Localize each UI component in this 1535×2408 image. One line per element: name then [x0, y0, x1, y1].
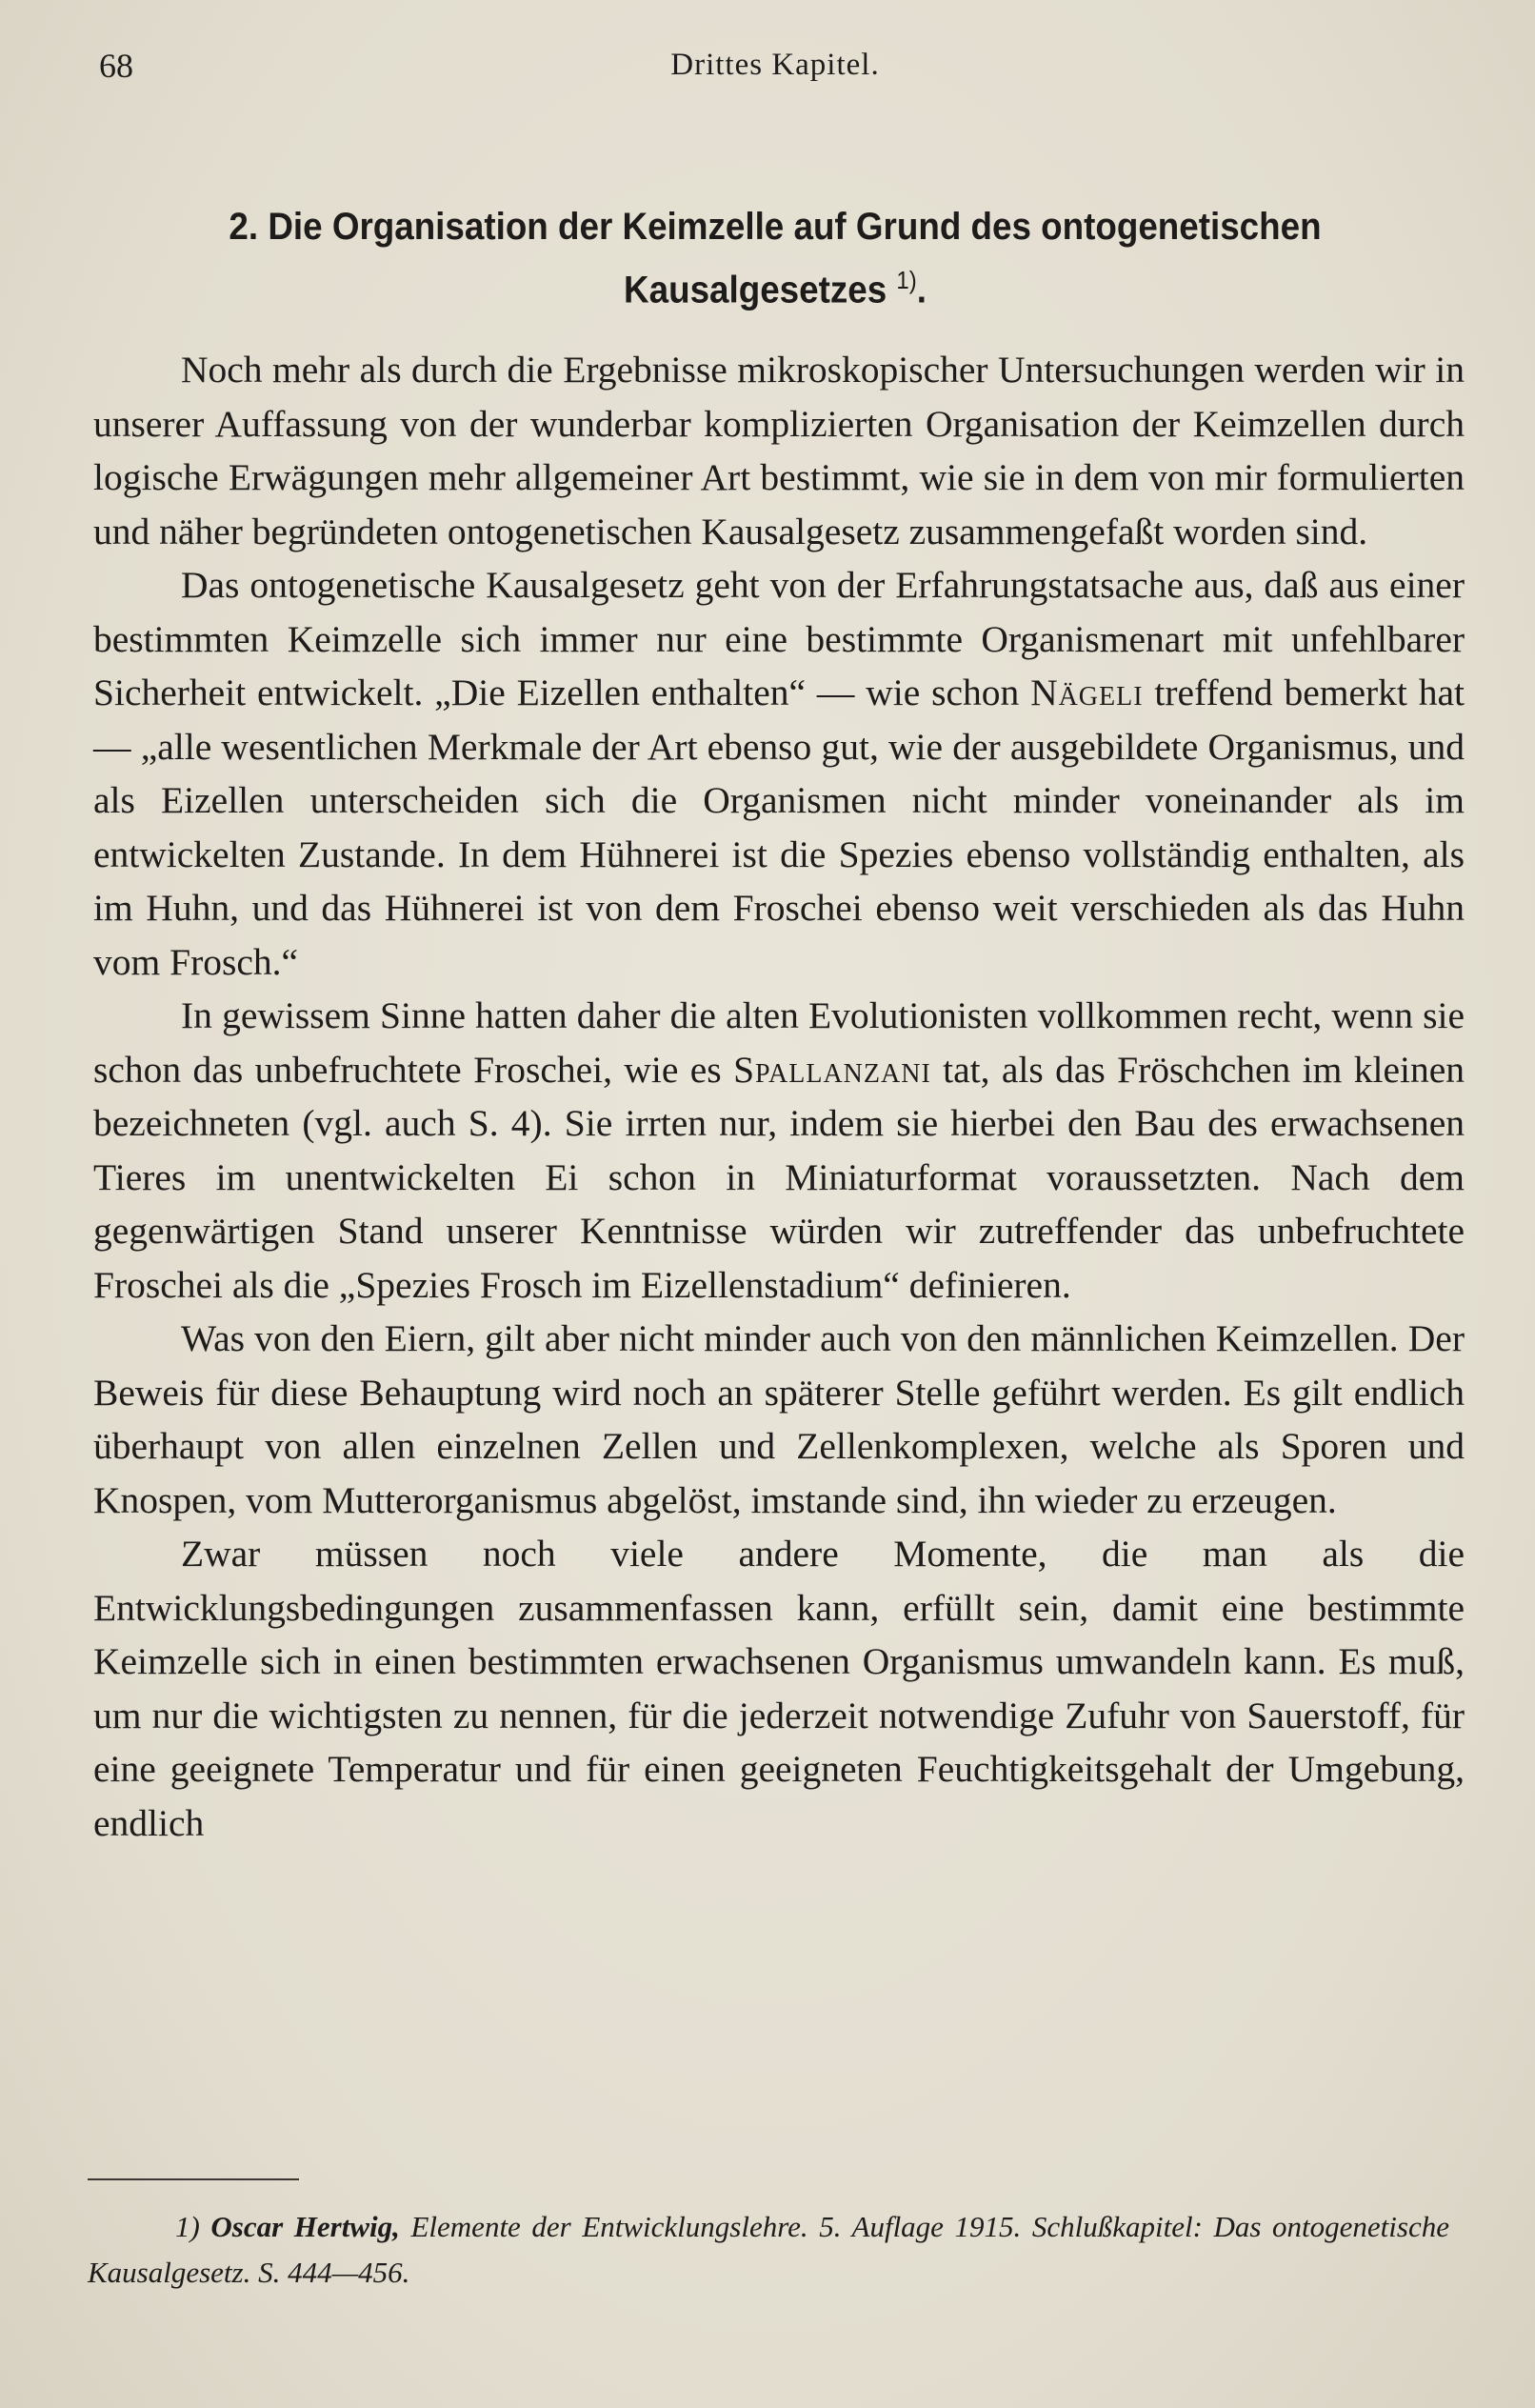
section-title-text: 2. Die Organisation der Keimzelle auf Grund des ontogenetischen Kausalgesetzes — [229, 206, 1322, 311]
body-text — [93, 343, 1465, 1850]
section-heading — [153, 200, 1397, 316]
running-header — [99, 46, 1451, 93]
author-name-spallanzani: Spallanzani — [733, 1048, 931, 1091]
paragraph-5: Zwar müssen noch viele andere Momente, die man als die Entwicklungsbedingungen zusammenfassen kann, erfüllt sein, damit eine bestimmte Keimzelle sich in einen bestimmten erwachsenen Organismus umwandeln kann. Es muß, um nur die wichtigsten zu nennen, für die jederzeit notwendige Zufuhr von Sauerstoff, für eine geeignete Temperatur und für einen geeigneten Feuchtigkeitsgehalt der Umgebung, endlich — [93, 1533, 1465, 1844]
author-name-naegeli: Nägeli — [1030, 672, 1144, 713]
paragraph-2-part-b: treffend bemerkt hat — „alle wesentlichen Merkmale der Art ebenso gut, wie der ausgebildete Organismus, und als Eizellen unterscheiden sich die Organismen nicht minder voneinander als im entwickelten Zustande. In dem Hühnerei ist die Spezies ebenso vollständig enthalten, als im Huhn, und das Hühnerei ist von dem Froschei ebenso weit verschieden als das Huhn vom Frosch.“ — [93, 672, 1465, 983]
chapter-title: Drittes Kapitel. — [670, 48, 880, 82]
footnote-author: Oscar Hertwig, — [210, 2210, 400, 2243]
paragraph-3-part-b: tat, als das Fröschchen im kleinen bezeichneten (vgl. auch S. 4). Sie irrten nur, indem sie hierbei den Bau des erwachsenen Tieres im unentwickelten Ei schon in Miniaturformat voraussetzten. Nach dem gegenwärtigen Stand unserer Kenntnisse würden wir zutreffender das unbefruchtete Froschei als die „Spezies Frosch im Eizellenstadium“ definieren. — [93, 1048, 1465, 1306]
footnote — [88, 2204, 1449, 2296]
section-title-period: . — [916, 269, 927, 311]
footnote-reference: 1) — [896, 266, 917, 294]
footnote-marker: 1) — [175, 2210, 200, 2243]
paragraph-1: Noch mehr als durch die Ergebnisse mikroskopischer Untersuchungen werden wir in unserer Auffassung von der wunderbar komplizierten Organisation der Keimzellen durch logische Erwägungen mehr allgemeiner Art bestimmt, wie sie in dem von mir formulierten und näher begründeten ontogenetischen Kausalgesetz zusammengefaßt worden sind. — [93, 349, 1465, 552]
footnote-text: Elemente der Entwicklungslehre. 5. Auflage 1915. Schlußkapitel: Das ontogenetische Kausalgesetz. S. 444—456. — [88, 2210, 1449, 2289]
footnote-divider — [88, 2178, 299, 2180]
paragraph-2 — [93, 558, 1465, 989]
page-number: 68 — [99, 47, 133, 85]
paragraph-3-part-a: In gewissem Sinne hatten daher die alten Evolutionisten vollkommen recht, wenn sie schon das unbefruchtete Froschei, wie es — [93, 994, 1465, 1091]
paragraph-4: Was von den Eiern, gilt aber nicht minder auch von den männlichen Keimzellen. Der Beweis für diese Behauptung wird noch an späterer Stelle geführt werden. Es gilt endlich überhaupt von allen einzelnen Zellen und Zellenkomplexen, welche als Sporen und Knospen, vom Mutterorganismus abgelöst, imstande sind, ihn wieder zu erzeugen. — [93, 1317, 1465, 1521]
paragraph-3 — [93, 989, 1465, 1312]
paragraph-2-part-a: Das ontogenetische Kausalgesetz geht von der Erfahrungstatsache aus, daß aus einer bestimmten Keimzelle sich immer nur eine bestimmte Organismenart mit unfehlbarer Sicherheit entwickelt. „Die Eizellen enthalten“ — wie schon — [93, 564, 1465, 713]
